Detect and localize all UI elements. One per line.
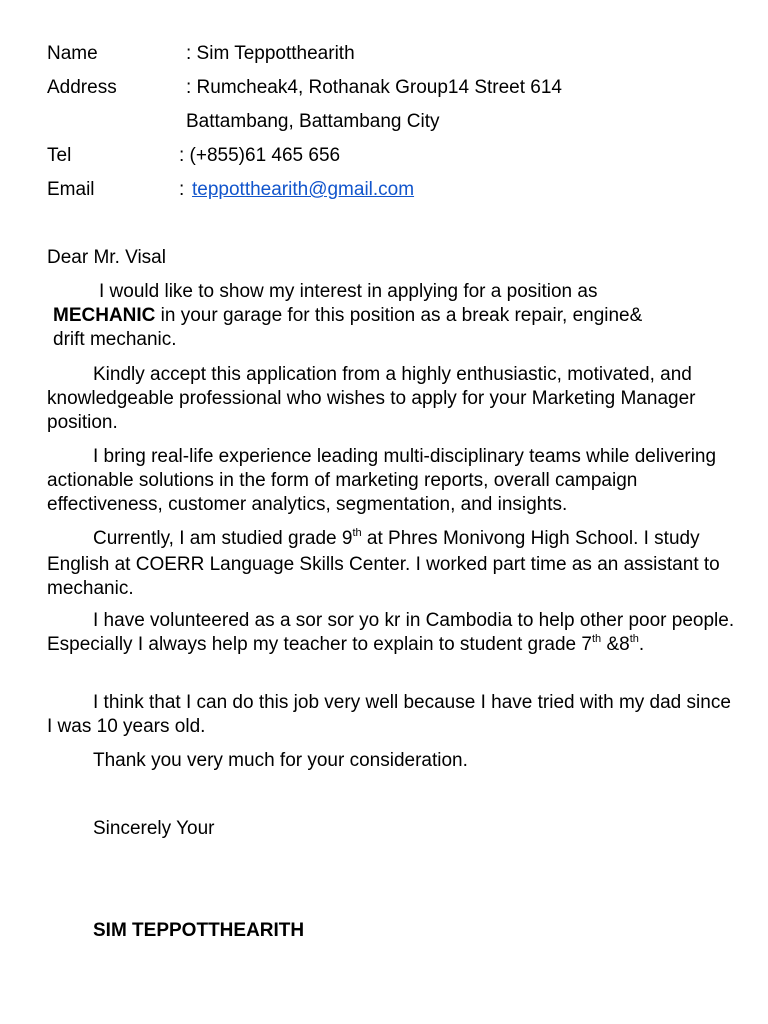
paragraph-6: I think that I can do this job very well because I have tried with my dad since I was 10 years old. [47,692,731,737]
paragraph-5-b: &8 [601,634,630,655]
paragraph-1-line-2 [53,305,642,327]
tel-label: Tel [47,145,72,166]
paragraph-1-line-2-text: in your garage for this position as a break repair, engine& [155,305,643,326]
email-colon: : [179,179,185,200]
address-line-1: : Rumcheak4, Rothanak Group14 Street 614 [186,77,563,98]
paragraph-2: Kindly accept this application from a highly enthusiastic, motivated, and knowledgeable professional who wishes to apply for your Marketing Manager position. [47,364,696,433]
closing: Sincerely Your [93,818,215,839]
paragraph-5-c: . [638,634,645,655]
paragraph-1-line-1: I would like to show my interest in applying for a position as [99,281,598,302]
thank-you-line: Thank you very much for your consideration. [93,750,468,771]
name-label: Name [47,43,98,64]
paragraph-4-a: Currently, I am studied grade 9 [93,528,353,549]
tel-value: : (+855)61 465 656 [179,145,341,166]
signature: SIM TEPPOTTHEARITH [93,920,305,941]
name-value: : Sim Teppotthearith [186,43,355,64]
address-line-2: Battambang, Battambang City [186,111,440,132]
paragraph-5-a: I have volunteered as a sor sor yo kr in Cambodia to help other poor people. Especially I always help my teacher to explain to student grade 7 [47,610,735,655]
position-title: MECHANIC [53,305,156,326]
email-label: Email [47,179,95,200]
paragraph-1-line-3: drift mechanic. [53,329,177,350]
superscript-th-2: th [629,633,639,645]
address-label: Address [47,77,117,98]
superscript-th-1: th [591,633,602,645]
paragraph-5 [47,609,737,659]
paragraph-3: I bring real-life experience leading multi-disciplinary teams while delivering actionable solutions in the form of marketing reports, overall campaign effectiveness, customer analytics, segmentation, and insights. [47,446,717,515]
paragraph-4 [47,527,737,601]
superscript-th: th [352,527,362,539]
email-link[interactable]: teppotthearith@gmail.com [192,179,415,200]
salutation: Dear Mr. Visal [47,247,166,268]
paragraph-4-b: at Phres Monivong High School. I study English at COERR Language Skills Center. I worked part time as an assistant to mechanic. [47,528,720,599]
